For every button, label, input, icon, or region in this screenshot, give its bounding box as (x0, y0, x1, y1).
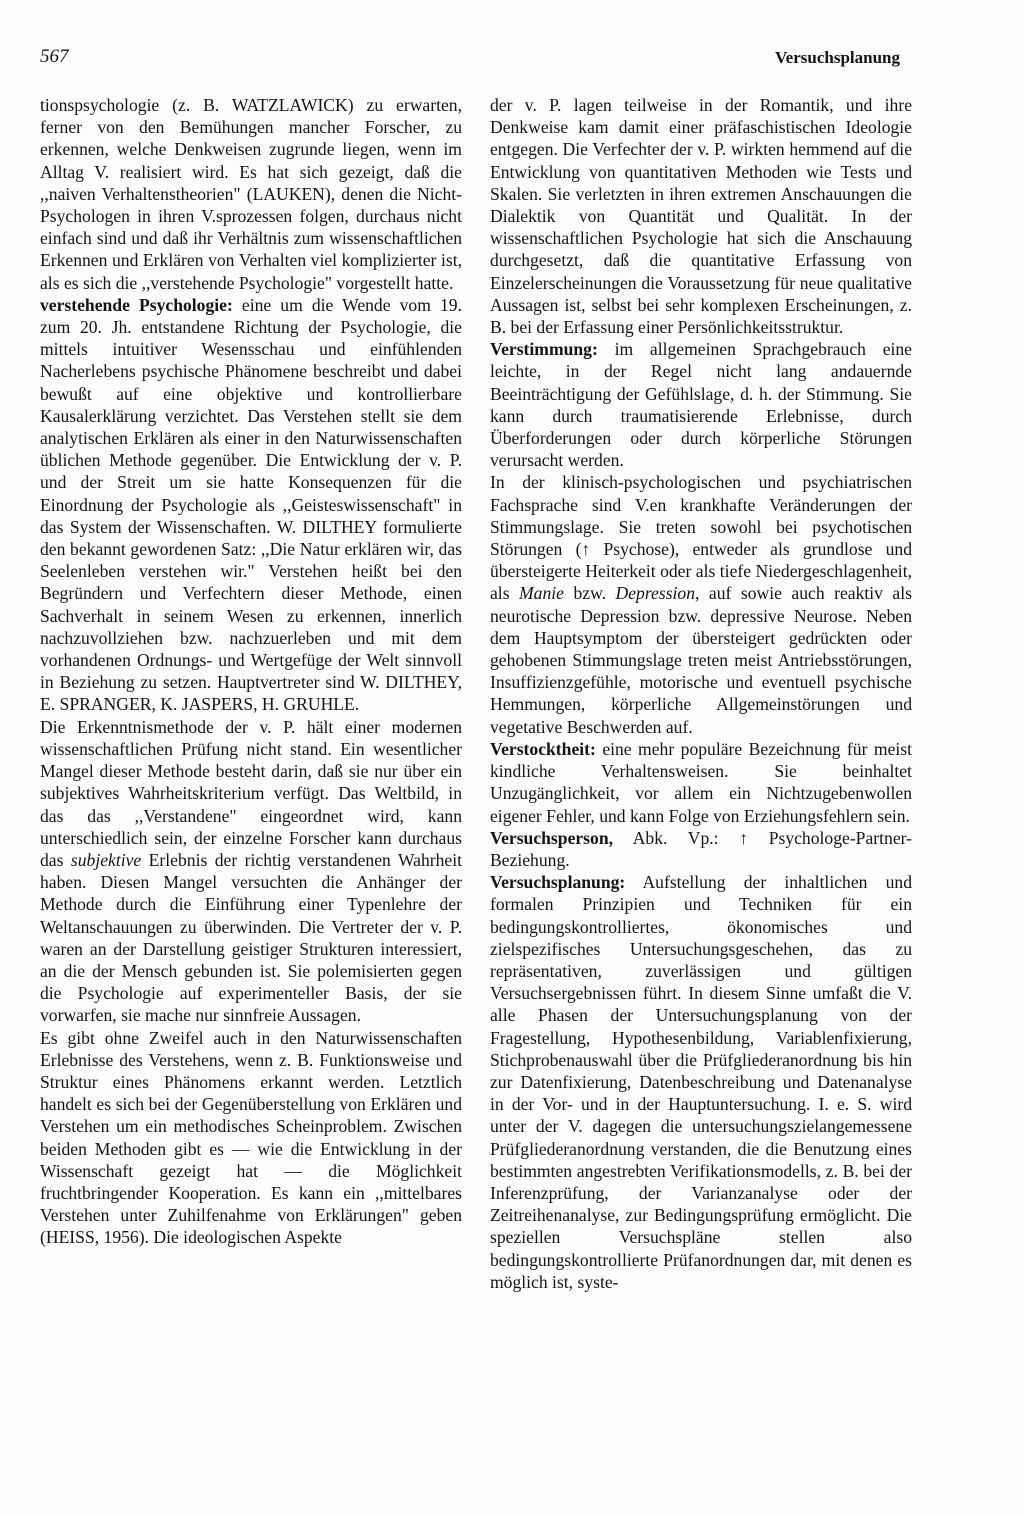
entry-text: eine mehr populäre Bezeichnung für meist kindliche Verhaltensweisen. Sie beinhaltet Unzugänglichkeit, vor allem ein Nichtzugebenwollen eigener Fehler, und kann Folge von Erziehungsfehlern sein. (490, 738, 912, 826)
entry-text: Aufstellung der inhaltlichen und formalen Prinzipien und Techniken für ein bedingungskontrolliertes, ökonomisches und zielspezifisches Untersuchungsgeschehen, das zu repräsentativen, zuverlässigen und gültigen Versuchsergebnissen führt. In diesem Sinne umfaßt die V. alle Phasen der Untersuchungsplanung von der Fragestellung, Hypothesenbildung, Variablenfixierung, Stichprobenauswahl über die Prüfgliederanordnung bis hin zur Datenfixierung, Datenbeschreibung und Datenanalyse in der Vor- und in der Hauptuntersuchung. I. e. S. wird unter der V. dagegen die untersuchungszielangemessene Prüfgliederanordnung verstanden, die die Benutzung eines bestimmten angestrebten Verifikationsmodells, z. B. bei der Inferenzprüfung, der Varianzanalyse oder der Zeitreihenanalyse, zur Bedingungsprüfung ermöglicht. Die speziellen Versuchspläne stellen also bedingungskontrollierte Prüfanordnungen dar, mit denen es möglich ist, syste- (490, 872, 912, 1292)
emphasis-depression: Depression (615, 583, 696, 604)
entry-verstehende-psychologie (40, 294, 462, 716)
page-number: 567 (40, 46, 69, 67)
emphasis-subjektive: subjektive (70, 849, 142, 870)
paragraph-klinisch (490, 471, 912, 737)
entry-term: verstehende Psychologie: (40, 294, 233, 315)
entry-term: Versuchsperson, (490, 827, 614, 848)
entry-term: Verstimmung: (490, 339, 598, 360)
paragraph-continuation: der v. P. lagen teilweise in der Romantik, und ihre Denkweise kam damit einer präfaschistischen Ideologie entgegen. Die Verfechter der v. P. wirkten hemmend auf die Entwicklung von quantitativen Methoden wie Tests und Skalen. Sie verletzten in ihren extremen Anschauungen die Dialektik von Quantität und Qualität. In der wissenschaftlichen Psychologie hat sich die Anschauung durchgesetzt, daß die quantitative Erfassung von Einzelerscheinungen die Voraussetzung für neue qualitative Aussagen ist, selbst bei sehr komplexen Erscheinungen, z. B. bei der Erfassung einer Persönlichkeitsstruktur. (490, 95, 912, 338)
entry-verstocktheit (490, 738, 912, 827)
paragraph-naturwissenschaften: Es gibt ohne Zweifel auch in den Naturwissenschaften Erlebnisse des Verstehens, wenn z. B. Funktionsweise und Struktur eines Phänomens erkannt werden. Letztlich handelt es sich bei der Gegenüberstellung von Erklären und Verstehen um ein methodisches Scheinproblem. Zwischen beiden Methoden gibt es — wie die Entwicklung in der Wissenschaft gezeigt hat — die Möglichkeit fruchtbringender Kooperation. Es kann ein ,,mittelbares Verstehen unter Zuhilfenahme von Erklärungen" geben (HEISS, 1956). Die ideologischen Aspekte (40, 1027, 462, 1248)
entry-versuchsplanung (490, 871, 912, 1293)
paragraph-text: bzw. (563, 583, 616, 604)
paragraph-text: , auf sowie auch reaktiv als neurotische Depression bzw. depressive Neurose. Neben dem Hauptsymptom der übersteigert gedrückten oder gehobenen Stimmungslage treten meist Antriebsstörungen, Insuffizienzgefühle, motorische und eventuell psychische Hemmungen, körperliche Allgemeinstörungen und vegetative Beschwerden auf. (490, 583, 912, 737)
entry-versuchsperson (490, 827, 912, 871)
paragraph-text: In der klinisch-psychologischen und psychiatrischen Fachsprache sind V.en krankhafte Veränderungen der Stimmungslage. Sie treten sowohl bei psychotischen Störungen (↑ Psychose), entweder als grundlose und übersteigerte Heiterkeit oder als tiefe Niedergeschlagenheit, als (490, 472, 912, 604)
left-column (40, 94, 462, 1249)
entry-text: eine um die Wende vom 19. zum 20. Jh. entstandene Richtung der Psychologie, die mittels intuitiver Wesensschau und einfühlenden Nacherlebens psychische Phänomene beschreibt und dabei bewußt auf eine objektive und kontrollierbare Kausalerklärung verzichtet. Das Verstehen stellt sie dem analytischen Erklären als einer in den Naturwissenschaften üblichen Methode gegenüber. Die Entwicklung der v. P. und der Streit um sie hatte Konsequenzen für die Einordnung der Psychologie als ,,Geisteswissenschaft" in das System der Wissenschaften. W. DILTHEY formulierte den bekannt gewordenen Satz: ,,Die Natur erklären wir, das Seelenleben verstehen wir." Verstehen heißt bei den Begründern und Verfechtern dieser Methode, einen Sachverhalt in seinem Wesen zu erkennen, innerlich nachzuvollziehen bzw. nachzuerleben und mit dem vorhandenen Ordnungs- und Wertgefüge der Welt sinnvoll in Beziehung zu setzen. Hauptvertreter sind W. DILTHEY, E. SPRANGER, K. JASPERS, H. GRUHLE. (40, 294, 462, 715)
entry-text: Abk. Vp.: ↑ Psychologe-Partner-Beziehung. (490, 827, 912, 870)
paragraph-text: Erlebnis der richtig verstandenen Wahrheit haben. Diesen Mangel versuchten die Anhänger der Methode durch die Einführung einer Typenlehre der Weltanschauungen zu überwinden. Die Vertreter der v. P. waren an der Darstellung geistiger Strukturen interessiert, an die der Mensch gebunden ist. Sie polemisierten gegen die Psychologie auf experimenteller Basis, der sie vorwarfen, sie mache nur sinnfreie Aussagen. (40, 849, 462, 1026)
right-column (490, 94, 912, 1293)
paragraph-erkenntnismethode (40, 716, 462, 1027)
entry-text: im allgemeinen Sprachgebrauch eine leichte, in der Regel nicht lang andauernde Beeinträchtigung der Gefühlslage, d. h. der Stimmung. Sie kann durch traumatisierende Erlebnisse, durch Überforderungen oder durch körperliche Störungen verursacht werden. (490, 339, 912, 471)
entry-verstimmung (490, 338, 912, 471)
emphasis-manie: Manie (519, 583, 564, 604)
entry-term: Versuchsplanung: (490, 872, 626, 893)
paragraph-continuation: tionspsychologie (z. B. WATZLAWICK) zu erwarten, ferner von den Bemühungen mancher Forscher, zu erkennen, welche Denkweisen zugrunde liegen, wenn im Alltag V. realisiert wird. Es hat sich gezeigt, daß die ,,naiven Verhaltenstheorien" (LAUKEN), denen die Nicht-Psychologen in ihren V.sprozessen folgen, durchaus nicht einfach sind und daß ihr Verhältnis zum wissenschaftlichen Erkennen und Erklären von Verhalten viel komplizierter ist, als es sich die ,,verstehende Psychologie" vorgestellt hatte. (40, 95, 462, 293)
entry-term: Verstocktheit: (490, 738, 596, 759)
paragraph-text: Die Erkenntnismethode der v. P. hält einer modernen wissenschaftlichen Prüfung nicht stand. Ein wesentlicher Mangel dieser Methode besteht darin, daß sie nur über ein subjektives Wahrheitskriterium verfügt. Das Weltbild, in das das ,,Verstandene" eingeordnet wird, kann unterschiedlich sein, der einzelne Forscher kann durchaus das (40, 716, 462, 870)
running-head: Versuchsplanung (774, 48, 900, 67)
